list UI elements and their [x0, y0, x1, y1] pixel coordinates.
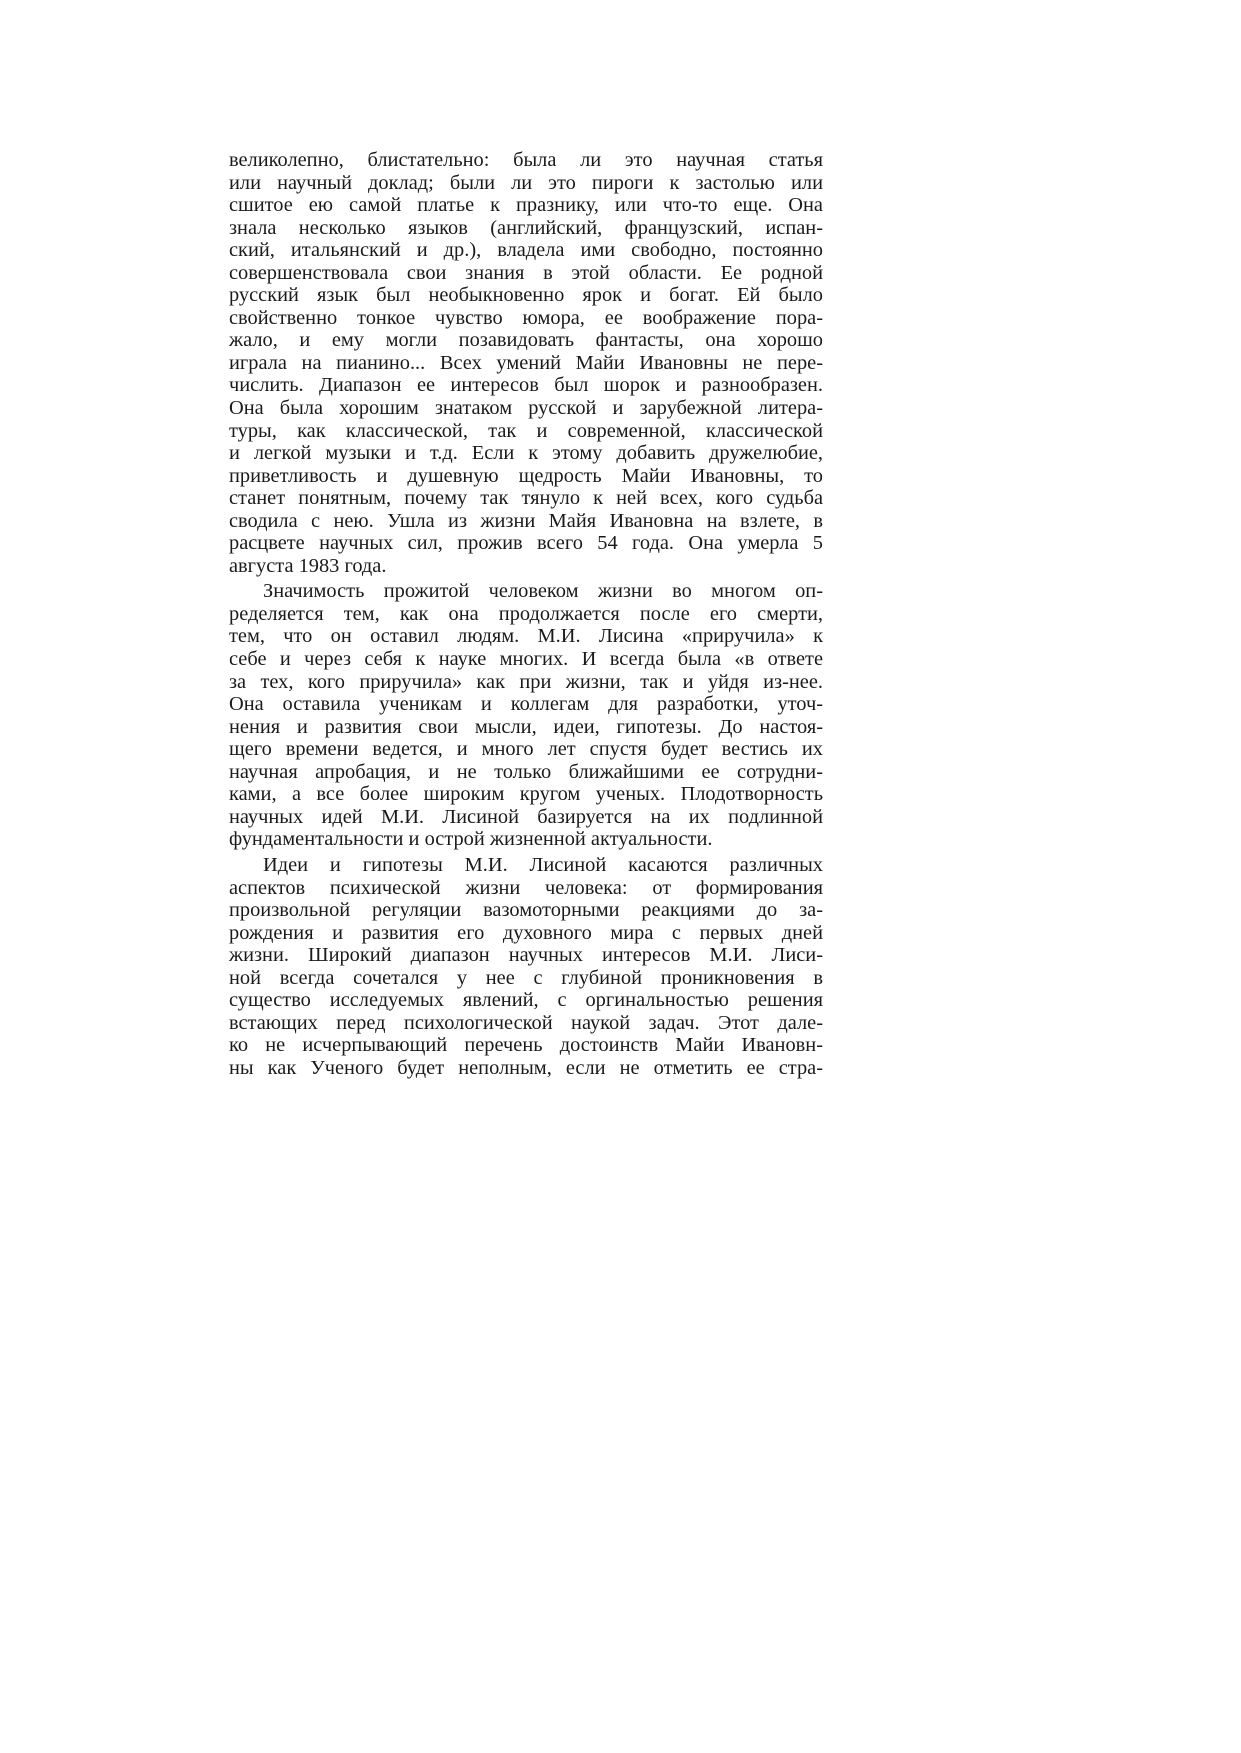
text-line: встающих перед психологической наукой задач. Этот дале-	[229, 1011, 823, 1034]
text-line: числить. Диапазон ее интересов был шорок и разнообразен.	[229, 374, 823, 397]
text-line: приветливость и душевную щедрость Майи Ивановны, то	[229, 464, 823, 487]
paragraph-3	[229, 854, 823, 1079]
paragraph-1	[229, 149, 823, 577]
text-line: ко не исчерпывающий перечень достоинств Майи Ивановн-	[229, 1034, 823, 1057]
paragraph-2	[229, 580, 823, 851]
text-line: жизни. Широкий диапазон научных интересов М.И. Лиси-	[229, 944, 823, 967]
text-line: ками, а все более широким кругом ученых. Плодотворность	[229, 783, 823, 806]
text-line: сводила с нею. Ушла из жизни Майя Ивановна на взлете, в	[229, 509, 823, 532]
text-line: Значимость прожитой человеком жизни во многом оп-	[263, 580, 823, 603]
text-line: туры, как классической, так и современной, классической	[229, 419, 823, 442]
text-line: русский язык был необыкновенно ярок и богат. Ей было	[229, 284, 823, 307]
text-line: сшитое ею самой платье к празнику, или что-то еще. Она	[229, 194, 823, 217]
text-line: и легкой музыки и т.д. Если к этому добавить дружелюбие,	[229, 442, 823, 465]
text-line: ределяется тем, как она продолжается после его смерти,	[229, 602, 823, 625]
text-line: щего времени ведется, и много лет спустя будет вестись их	[229, 738, 823, 761]
text-line: аспектов психической жизни человека: от формирования	[229, 876, 823, 899]
text-line: произвольной регуляции вазомоторными реакциями до за-	[229, 899, 823, 922]
text-line: свойственно тонкое чувство юмора, ее воображение пора-	[229, 306, 823, 329]
text-line: ной всегда сочетался у нее с глубиной проникновения в	[229, 966, 823, 989]
text-line: ский, итальянский и др.), владела ими свободно, постоянно	[229, 239, 823, 262]
text-line: рождения и развития его духовного мира с первых дней	[229, 921, 823, 944]
text-line: расцвете научных сил, прожив всего 54 года. Она умерла 5	[229, 532, 823, 555]
text-line: великолепно, блистательно: была ли это научная статья	[229, 149, 823, 171]
text-line: ны как Ученого будет неполным, если не отметить ее стра-	[229, 1056, 823, 1079]
text-line: Она оставила ученикам и коллегам для разработки, уточ-	[229, 693, 823, 716]
text-line: за тех, кого приручила» как при жизни, так и уйдя из-нее.	[229, 670, 823, 693]
text-line: знала несколько языков (английский, французский, испан-	[229, 216, 823, 239]
text-line: фундаментальности и острой жизненной актуальности.	[229, 828, 713, 851]
text-line: тем, что он оставил людям. М.И. Лисина «приручила» к	[229, 625, 823, 648]
text-line: или научный доклад; были ли это пироги к застолью или	[229, 171, 823, 194]
text-line: научная апробация, и не только ближайшими ее сотрудни-	[229, 760, 823, 783]
text-line: себе и через себя к науке многих. И всегда была «в ответе	[229, 648, 823, 671]
text-line: существо исследуемых явлений, с оргинальностью решения	[229, 989, 823, 1012]
text-line: станет понятным, почему так тянуло к ней всех, кого судьба	[229, 487, 823, 510]
text-line: совершенствовала свои знания в этой области. Ее родной	[229, 261, 823, 284]
text-line: играла на пианино... Всех умений Майи Ивановны не пере-	[229, 351, 823, 374]
text-line: научных идей М.И. Лисиной базируется на их подлинной	[229, 805, 823, 828]
text-line: нения и развития свои мысли, идеи, гипотезы. До настоя-	[229, 715, 823, 738]
text-line: Идеи и гипотезы М.И. Лисиной касаются различных	[263, 853, 823, 876]
text-line: августа 1983 года.	[229, 554, 387, 577]
text-line: Она была хорошим знатаком русской и зарубежной литера-	[229, 397, 823, 420]
text-line: жало, и ему могли позавидовать фантасты, она хорошо	[229, 329, 823, 352]
body-text	[229, 149, 823, 1079]
